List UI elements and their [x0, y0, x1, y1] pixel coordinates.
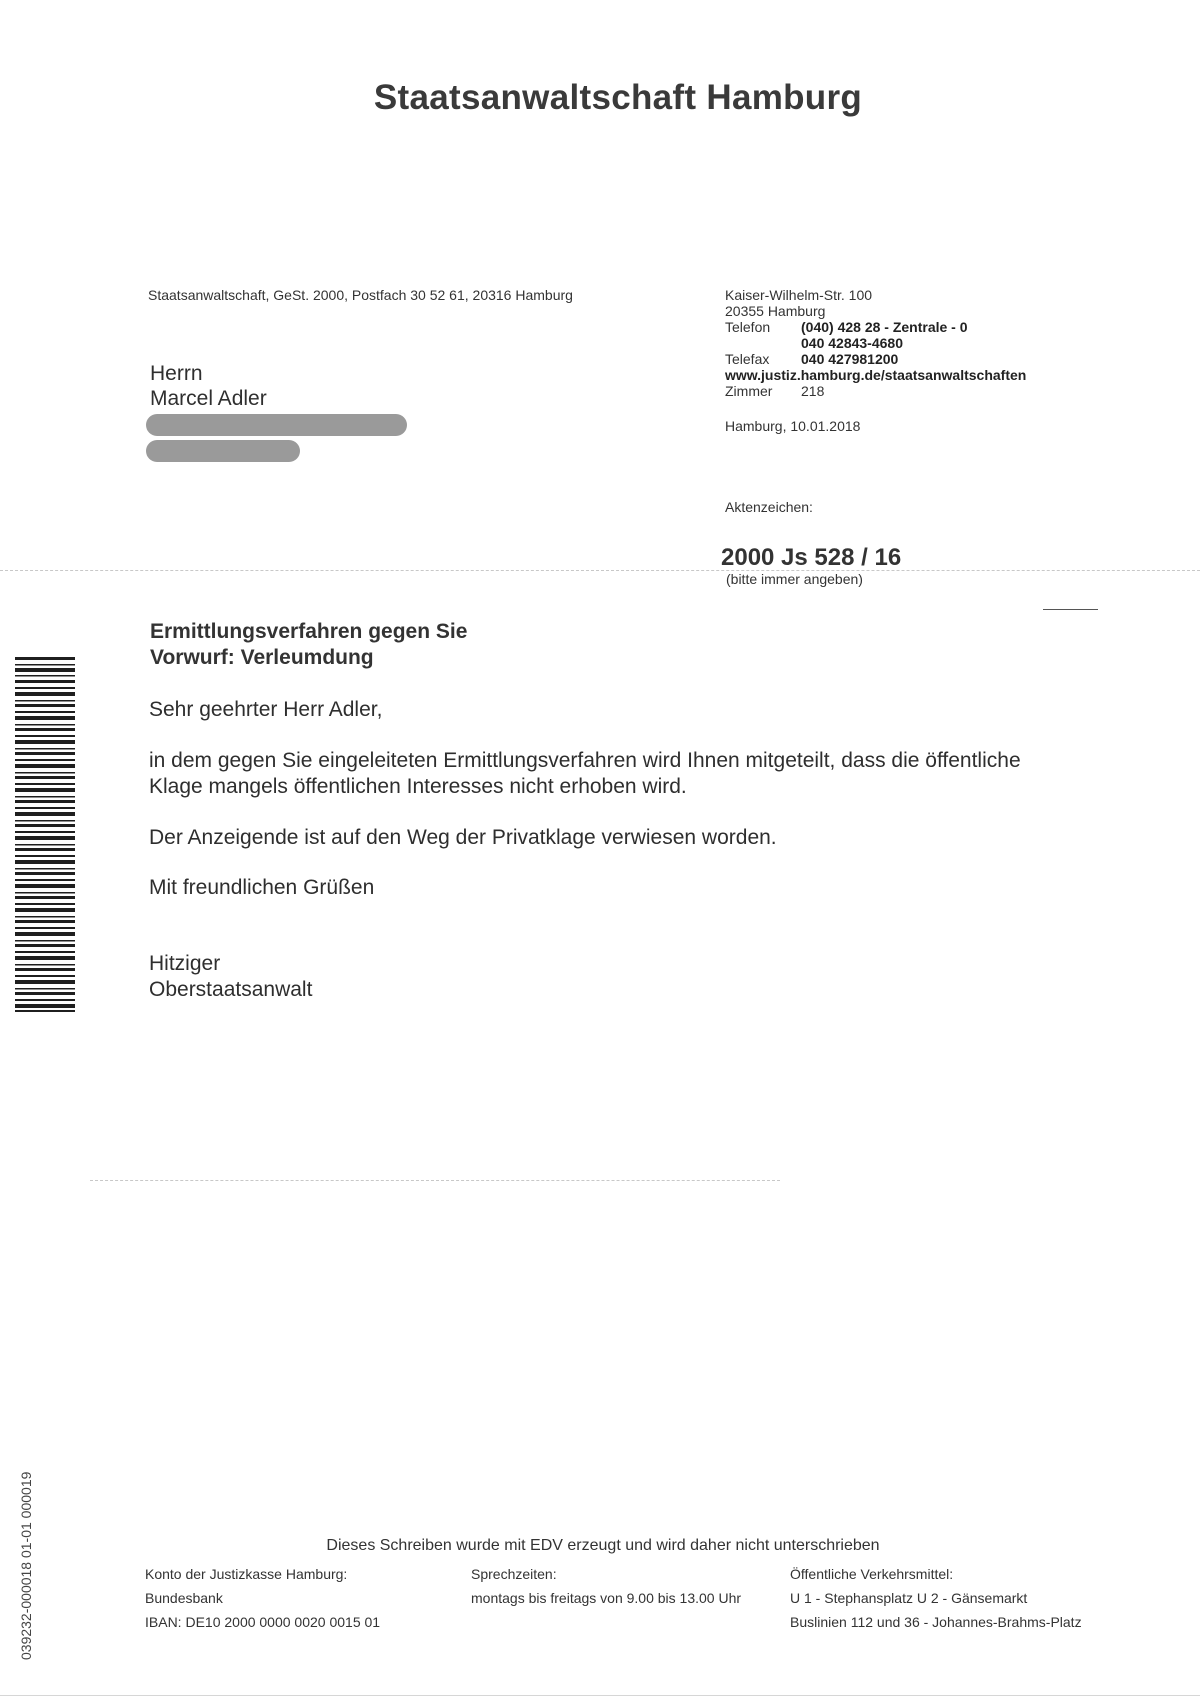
phone-label: Telefon: [725, 319, 771, 335]
phone-main: (040) 428 28 - Zentrale - 0: [801, 319, 968, 335]
footer-transit: [790, 1562, 1082, 1634]
file-reference-hint: (bitte immer angeben): [726, 571, 863, 587]
closing: Mit freundlichen Grüßen: [149, 876, 375, 899]
fax-number: 040 427981200: [801, 351, 899, 367]
paragraph-1-line-1: in dem gegen Sie eingeleiteten Ermittlungsverfahren wird Ihnen mitgeteilt, dass die öffentliche: [149, 749, 1021, 772]
phone-direct: 040 42843-4680: [801, 335, 903, 351]
letter-date: Hamburg, 10.01.2018: [725, 418, 861, 434]
signature-block: [149, 951, 312, 1003]
greeting: Sehr geehrter Herr Adler,: [149, 698, 383, 721]
bottom-edge-line: [0, 1695, 1200, 1696]
signer-title: Oberstaatsanwalt: [149, 978, 313, 1001]
hours-text: montags bis freitags von 9.00 bis 13.00 Uhr: [471, 1590, 742, 1606]
fold-mark: [1043, 609, 1098, 610]
fold-line-upper: [0, 570, 1200, 571]
hours-title: Sprechzeiten:: [471, 1566, 557, 1582]
transit-line-2: Buslinien 112 und 36 - Johannes-Brahms-Platz: [790, 1614, 1082, 1630]
redacted-city: [146, 440, 300, 462]
subject-line-1: Ermittlungsverfahren gegen Sie: [150, 620, 468, 643]
paragraph-1-line-2: Klage mangels öffentlichen Interesses nicht erhoben wird.: [149, 775, 687, 798]
subject-line-2: Vorwurf: Verleumdung: [150, 646, 374, 669]
side-code: 039232-000018 01-01 000019: [18, 1471, 34, 1660]
recipient-name: Marcel Adler: [150, 387, 267, 410]
redacted-street: [146, 414, 407, 436]
paragraph-1: [149, 748, 1021, 800]
footer-bank: [145, 1562, 380, 1634]
file-reference-label: Aktenzeichen:: [725, 499, 813, 515]
footer-hours: [471, 1562, 741, 1610]
edv-note: Dieses Schreiben wurde mit EDV erzeugt und wird daher nicht unterschrieben: [326, 1537, 880, 1554]
recipient-block: [150, 361, 267, 411]
signer-name: Hitziger: [149, 952, 221, 975]
paragraph-2: Der Anzeigende ist auf den Weg der Privatklage verwiesen worden.: [149, 826, 777, 849]
bank-name: Bundesbank: [145, 1590, 223, 1606]
transit-title: Öffentliche Verkehrsmittel:: [790, 1566, 954, 1582]
website: www.justiz.hamburg.de/staatsanwaltschaften: [725, 367, 1027, 383]
return-address: Staatsanwaltschaft, GeSt. 2000, Postfach 30 52 61, 20316 Hamburg: [148, 287, 573, 303]
file-reference-number: 2000 Js 528 / 16: [721, 544, 902, 571]
room-label: Zimmer: [725, 383, 773, 399]
letterhead-title: Staatsanwaltschaft Hamburg: [373, 78, 863, 117]
recipient-salutation: Herrn: [150, 362, 203, 385]
bank-iban: IBAN: DE10 2000 0000 0020 0015 01: [145, 1614, 381, 1630]
bank-title: Konto der Justizkasse Hamburg:: [145, 1566, 348, 1582]
room-number: 218: [801, 383, 825, 399]
contact-street: Kaiser-Wilhelm-Str. 100: [725, 287, 873, 303]
contact-block: [725, 287, 1026, 399]
contact-city: 20355 Hamburg: [725, 303, 826, 319]
fax-label: Telefax: [725, 351, 770, 367]
barcode-icon: [15, 657, 75, 1012]
fold-line-lower: [90, 1180, 780, 1181]
subject-block: [150, 619, 467, 671]
transit-line-1: U 1 - Stephansplatz U 2 - Gänsemarkt: [790, 1590, 1028, 1606]
